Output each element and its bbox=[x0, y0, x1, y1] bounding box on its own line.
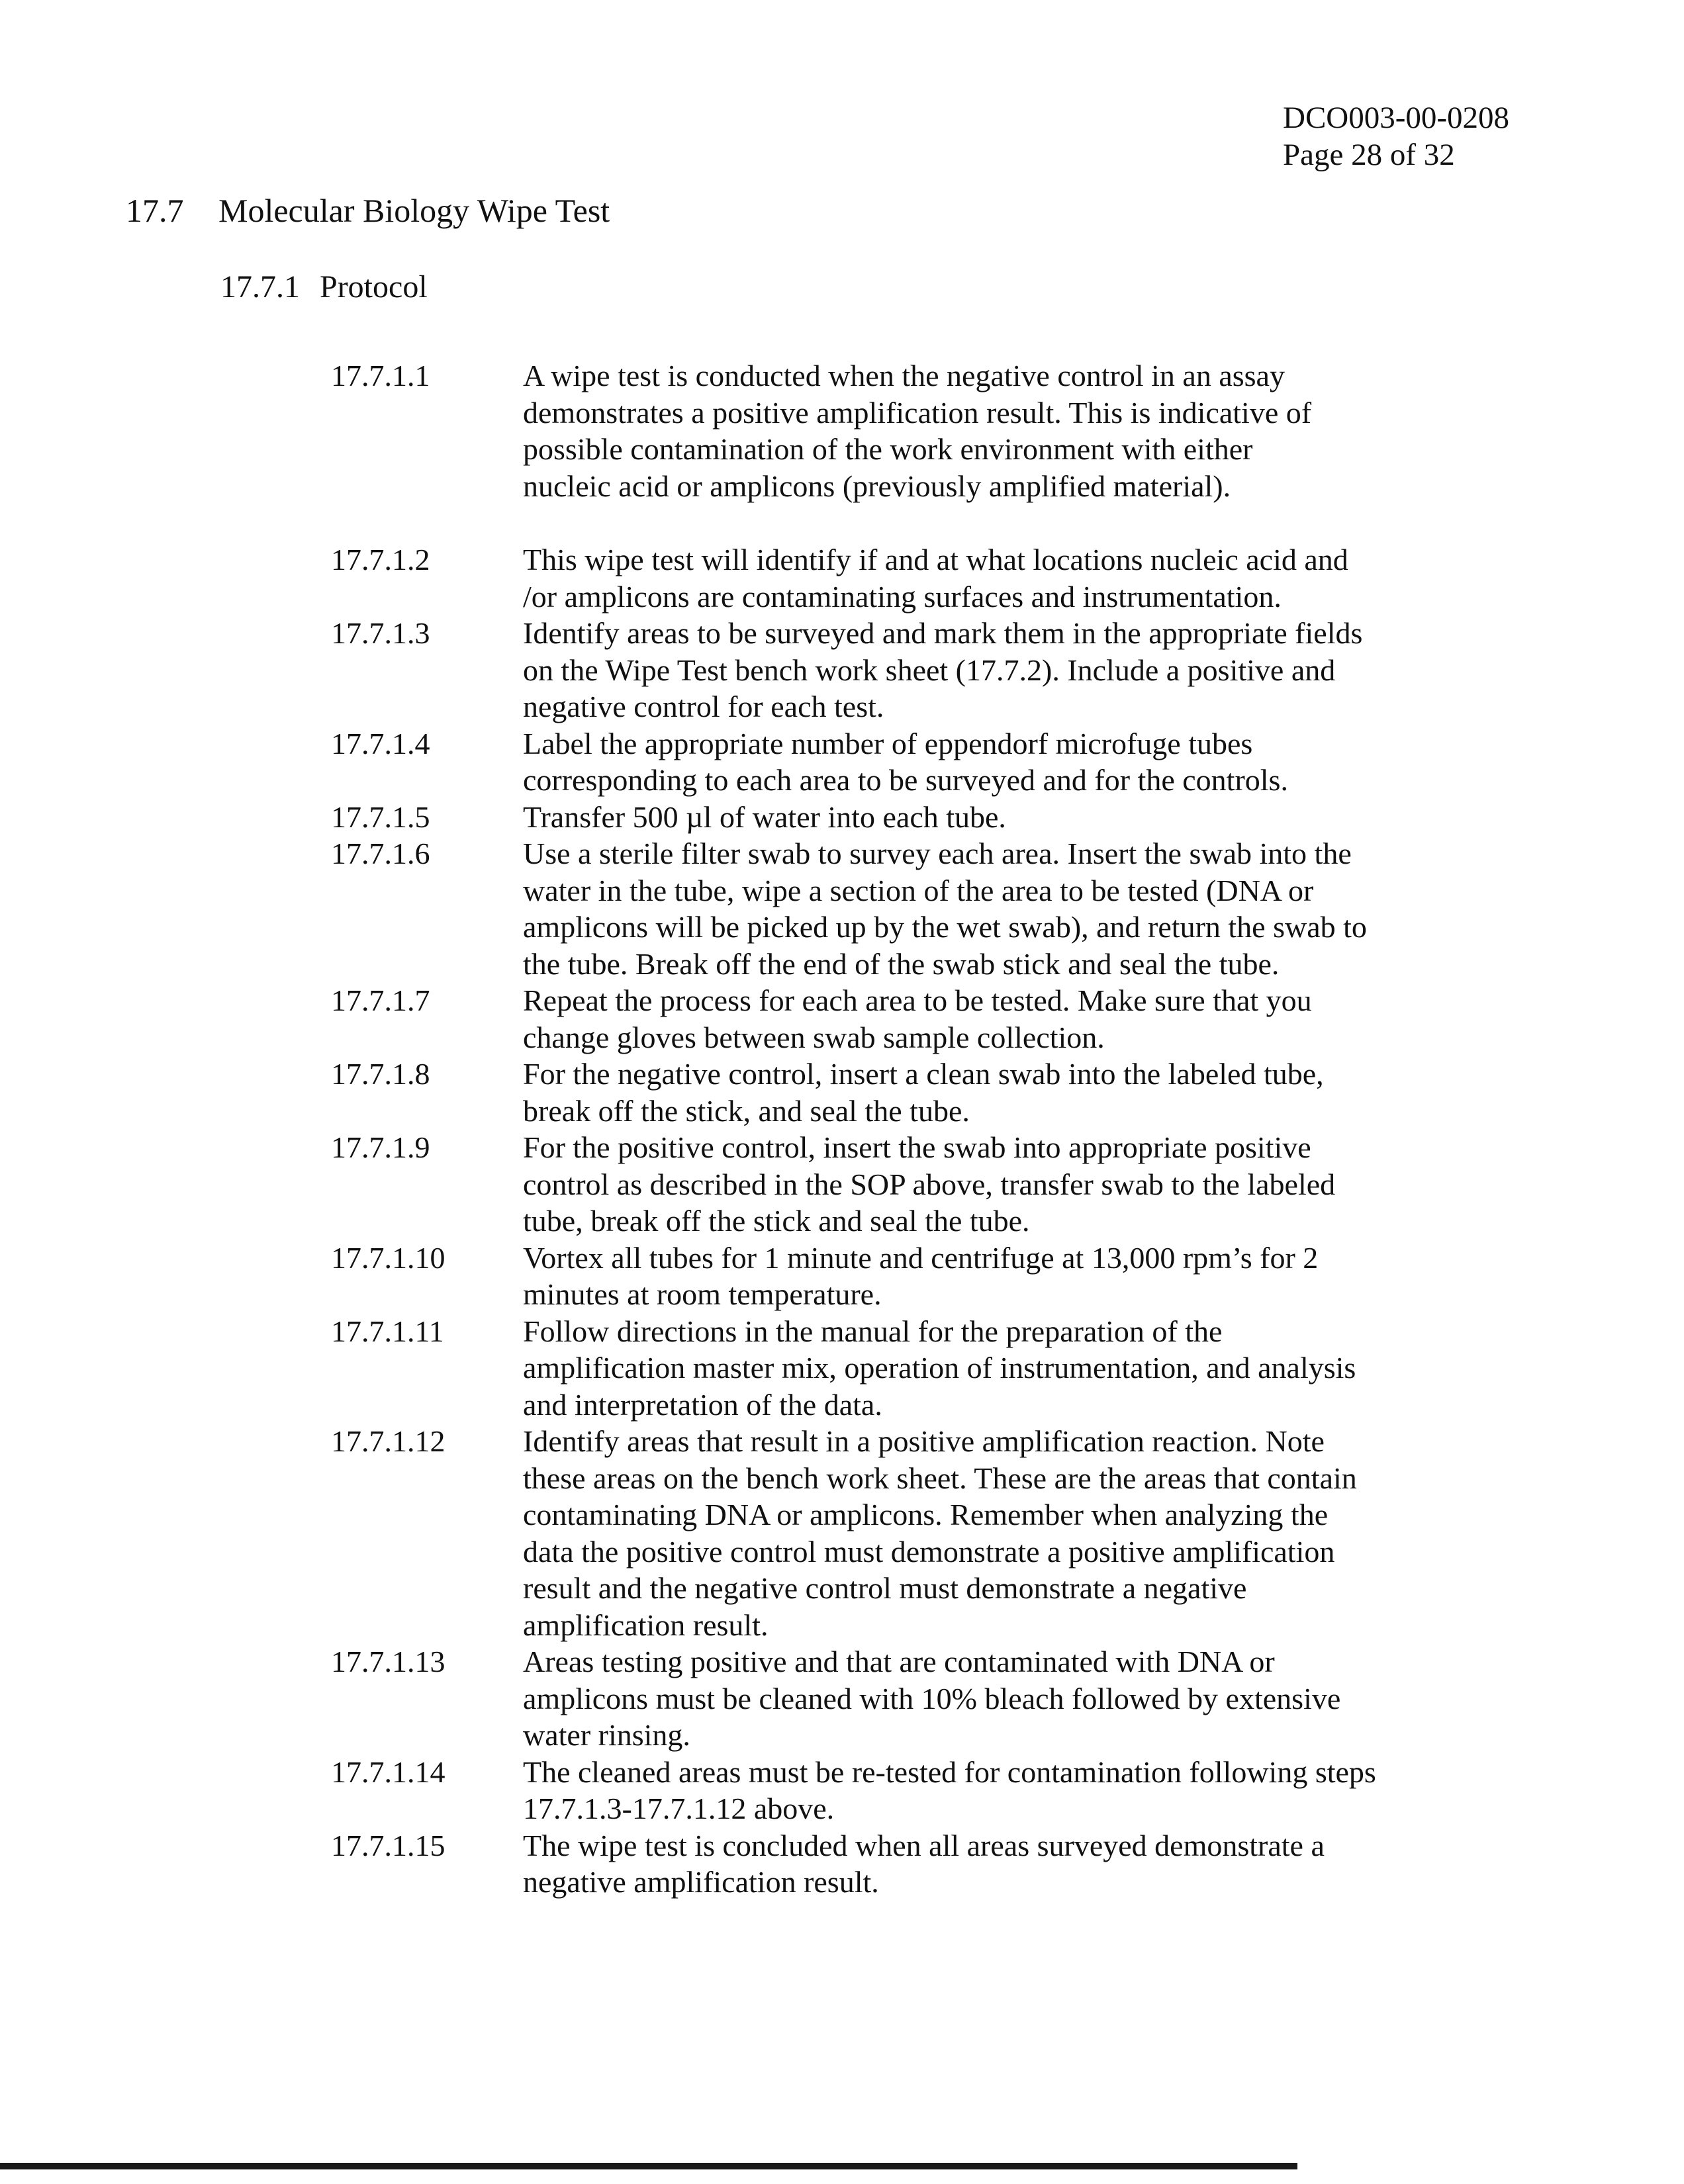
protocol-step bbox=[331, 1827, 1470, 1901]
step-text: Use a sterile filter swab to survey each area. Insert the swab into the water in the tube, wipe a section of the area to be tested (DNA or amplicons will be picked up by the wet swab), and return the swab to the tube. Break off the end of the swab stick and seal the tube. bbox=[523, 837, 1367, 981]
protocol-step bbox=[331, 982, 1470, 1056]
step-number: 17.7.1.3 bbox=[331, 616, 430, 650]
step-text: Identify areas to be surveyed and mark them in the appropriate fields on the Wipe Test bench work sheet (17.7.2). Include a positive and negative control for each test. bbox=[523, 616, 1363, 723]
section-title: Molecular Biology Wipe Test bbox=[218, 192, 610, 229]
section-heading bbox=[126, 191, 610, 230]
protocol-step bbox=[331, 615, 1470, 725]
step-text: Vortex all tubes for 1 minute and centrifuge at 13,000 rpm’s for 2 minutes at room temperature. bbox=[523, 1240, 1319, 1311]
protocol-step bbox=[331, 1423, 1470, 1643]
step-number: 17.7.1.14 bbox=[331, 1754, 445, 1789]
step-text: Label the appropriate number of eppendorf microfuge tubes corresponding to each area to be surveyed and for the controls. bbox=[523, 726, 1288, 797]
step-text: The cleaned areas must be re-tested for contamination following steps 17.7.1.3-17.7.1.12 above. bbox=[523, 1754, 1376, 1825]
protocol-step bbox=[331, 799, 1470, 836]
protocol-step-list bbox=[331, 357, 1470, 1901]
step-number: 17.7.1.7 bbox=[331, 983, 430, 1017]
protocol-step bbox=[331, 357, 1470, 504]
step-text: The wipe test is concluded when all areas surveyed demonstrate a negative amplification result. bbox=[523, 1828, 1325, 1899]
step-text: A wipe test is conducted when the negative control in an assay demonstrates a positive amplification result. This is indicative of possible contamination of the work environment with either nucleic acid or amplicons (previously amplified material). bbox=[523, 359, 1312, 503]
step-number: 17.7.1.4 bbox=[331, 726, 430, 760]
document-header bbox=[1283, 99, 1509, 173]
step-number: 17.7.1.15 bbox=[331, 1828, 445, 1862]
protocol-step bbox=[331, 541, 1470, 615]
step-number: 17.7.1.9 bbox=[331, 1130, 430, 1164]
subsection-heading bbox=[220, 267, 428, 307]
section-number: 17.7 bbox=[126, 192, 184, 229]
step-text: Follow directions in the manual for the preparation of the amplification master mix, operation of instrumentation, and analysis and interpretation of the data. bbox=[523, 1314, 1356, 1422]
protocol-step bbox=[331, 1056, 1470, 1129]
step-number: 17.7.1.5 bbox=[331, 799, 430, 834]
step-text: This wipe test will identify if and at what locations nucleic acid and /or amplicons are contaminating surfaces and instrumentation. bbox=[523, 543, 1348, 614]
protocol-step bbox=[331, 1754, 1470, 1827]
step-text: Repeat the process for each area to be tested. Make sure that you change gloves between swab sample collection. bbox=[523, 983, 1312, 1054]
step-text: For the negative control, insert a clean swab into the labeled tube, break off the stick, and seal the tube. bbox=[523, 1057, 1324, 1128]
protocol-step bbox=[331, 1313, 1470, 1424]
step-text: Transfer 500 µl of water into each tube. bbox=[523, 799, 1006, 834]
bottom-rule bbox=[0, 2163, 1297, 2169]
step-number: 17.7.1.2 bbox=[331, 543, 430, 576]
step-number: 17.7.1.13 bbox=[331, 1645, 445, 1678]
protocol-step bbox=[331, 835, 1470, 982]
protocol-step bbox=[331, 1643, 1470, 1754]
page-number: Page 28 of 32 bbox=[1283, 138, 1455, 172]
step-number: 17.7.1.8 bbox=[331, 1057, 430, 1091]
step-number: 17.7.1.10 bbox=[331, 1240, 445, 1275]
step-text: Areas testing positive and that are contaminated with DNA or amplicons must be cleaned with 10% bleach followed by extensive water rinsing. bbox=[523, 1645, 1341, 1752]
protocol-step bbox=[331, 725, 1470, 799]
step-number: 17.7.1.6 bbox=[331, 837, 430, 870]
subsection-number: 17.7.1 bbox=[220, 269, 300, 304]
document-id: DCO003-00-0208 bbox=[1283, 101, 1510, 135]
step-number: 17.7.1.11 bbox=[331, 1314, 444, 1348]
subsection-title: Protocol bbox=[320, 269, 428, 304]
protocol-step bbox=[331, 1129, 1470, 1240]
protocol-step bbox=[331, 1240, 1470, 1313]
step-text: For the positive control, insert the swab into appropriate positive control as described in the SOP above, transfer swab to the labeled tube, break off the stick and seal the tube. bbox=[523, 1130, 1336, 1238]
step-text: Identify areas that result in a positive amplification reaction. Note these areas on the bench work sheet. These are the areas that contain contaminating DNA or amplicons. Remember when analyzing the data the positive control must demonstrate a positive amplification result and the negative control must demonstrate a negative amplification result. bbox=[523, 1424, 1357, 1642]
step-number: 17.7.1.1 bbox=[331, 359, 430, 392]
step-number: 17.7.1.12 bbox=[331, 1424, 445, 1458]
